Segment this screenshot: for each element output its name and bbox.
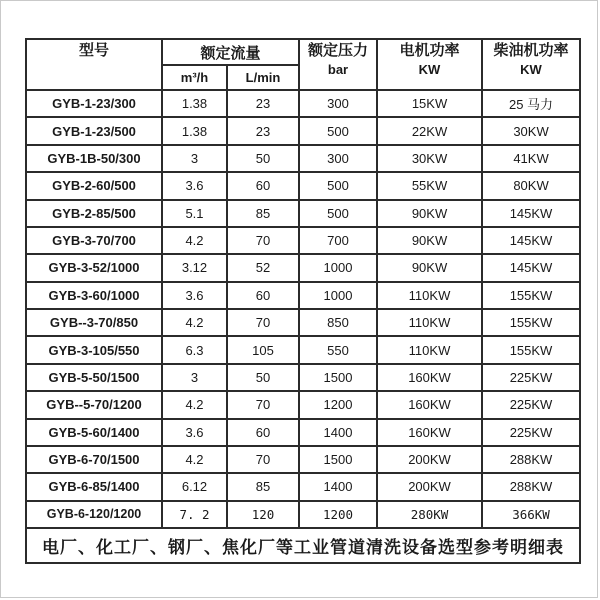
cell-diesel: 225KW [482, 364, 580, 391]
cell-m3h: 4.2 [162, 227, 227, 254]
cell-bar: 700 [299, 227, 377, 254]
table-row [26, 117, 580, 144]
cell-model: GYB-2-85/500 [26, 200, 162, 227]
cell-model: GYB-1B-50/300 [26, 145, 162, 172]
table-row [26, 145, 580, 172]
cell-model: GYB-6-120/1200 [26, 501, 162, 528]
cell-motor: 30KW [377, 145, 482, 172]
cell-m3h: 3.6 [162, 172, 227, 199]
cell-motor: 110KW [377, 282, 482, 309]
cell-m3h: 3.12 [162, 254, 227, 281]
cell-lmin: 60 [227, 282, 299, 309]
cell-diesel: 225KW [482, 391, 580, 418]
cell-lmin: 70 [227, 391, 299, 418]
cell-motor: 280KW [377, 501, 482, 528]
cell-bar: 550 [299, 336, 377, 363]
cell-diesel: 366KW [482, 501, 580, 528]
cell-lmin: 23 [227, 90, 299, 117]
cell-bar: 300 [299, 145, 377, 172]
cell-model: GYB-6-85/1400 [26, 473, 162, 500]
cell-diesel: 25 马力 [482, 90, 580, 117]
cell-motor: 160KW [377, 419, 482, 446]
cell-model: GYB-3-70/700 [26, 227, 162, 254]
cell-lmin: 60 [227, 172, 299, 199]
header-motor-unit: KW [418, 62, 441, 77]
cell-model: GYB-1-23/300 [26, 90, 162, 117]
cell-model: GYB--3-70/850 [26, 309, 162, 336]
header-flow-lmin: L/min [227, 65, 299, 90]
cell-bar: 1000 [299, 282, 377, 309]
cell-lmin: 70 [227, 227, 299, 254]
table-row [26, 254, 580, 281]
cell-bar: 1200 [299, 501, 377, 528]
table-row [26, 364, 580, 391]
cell-diesel: 225KW [482, 419, 580, 446]
table-row [26, 200, 580, 227]
cell-motor: 15KW [377, 90, 482, 117]
header-motor-label: 电机功率 [399, 42, 460, 59]
cell-motor: 55KW [377, 172, 482, 199]
table-row [26, 172, 580, 199]
cell-m3h: 7. 2 [162, 501, 227, 528]
table-body [26, 90, 580, 528]
header-diesel-label: 柴油机功率 [493, 42, 569, 59]
cell-motor: 200KW [377, 446, 482, 473]
cell-motor: 160KW [377, 391, 482, 418]
cell-model: GYB--5-70/1200 [26, 391, 162, 418]
table-row [26, 227, 580, 254]
cell-lmin: 23 [227, 117, 299, 144]
cell-bar: 500 [299, 200, 377, 227]
table-row [26, 446, 580, 473]
cell-m3h: 3.6 [162, 419, 227, 446]
table-row [26, 309, 580, 336]
cell-lmin: 50 [227, 364, 299, 391]
cell-lmin: 85 [227, 473, 299, 500]
table-header [26, 39, 580, 90]
cell-bar: 1200 [299, 391, 377, 418]
cell-model: GYB-3-52/1000 [26, 254, 162, 281]
header-flow: 额定流量 [162, 39, 299, 65]
cell-lmin: 105 [227, 336, 299, 363]
cell-diesel: 145KW [482, 227, 580, 254]
cell-motor: 110KW [377, 309, 482, 336]
cell-diesel: 288KW [482, 446, 580, 473]
cell-lmin: 85 [227, 200, 299, 227]
cell-motor: 200KW [377, 473, 482, 500]
cell-m3h: 3 [162, 364, 227, 391]
cell-m3h: 5.1 [162, 200, 227, 227]
cell-m3h: 4.2 [162, 309, 227, 336]
cell-m3h: 6.12 [162, 473, 227, 500]
cell-diesel: 288KW [482, 473, 580, 500]
cell-model: GYB-2-60/500 [26, 172, 162, 199]
table-row [26, 391, 580, 418]
cell-bar: 1400 [299, 419, 377, 446]
cell-bar: 850 [299, 309, 377, 336]
cell-diesel: 41KW [482, 145, 580, 172]
cell-motor: 90KW [377, 254, 482, 281]
cell-motor: 22KW [377, 117, 482, 144]
cell-diesel: 155KW [482, 336, 580, 363]
spec-table [25, 38, 581, 564]
table-footer [26, 528, 580, 563]
header-flow-m3h: m³/h [162, 65, 227, 90]
cell-bar: 300 [299, 90, 377, 117]
cell-diesel: 30KW [482, 117, 580, 144]
cell-model: GYB-1-23/500 [26, 117, 162, 144]
cell-model: GYB-3-105/550 [26, 336, 162, 363]
cell-m3h: 3 [162, 145, 227, 172]
header-diesel-power [482, 39, 580, 90]
cell-m3h: 1.38 [162, 117, 227, 144]
header-pressure [299, 39, 377, 90]
table-row [26, 282, 580, 309]
cell-m3h: 6.3 [162, 336, 227, 363]
cell-diesel: 155KW [482, 309, 580, 336]
cell-motor: 90KW [377, 227, 482, 254]
cell-bar: 1000 [299, 254, 377, 281]
cell-model: GYB-5-60/1400 [26, 419, 162, 446]
cell-lmin: 120 [227, 501, 299, 528]
cell-m3h: 4.2 [162, 391, 227, 418]
cell-lmin: 60 [227, 419, 299, 446]
cell-bar: 1500 [299, 446, 377, 473]
header-pressure-label: 额定压力 [308, 42, 369, 59]
cell-motor: 110KW [377, 336, 482, 363]
cell-diesel: 145KW [482, 254, 580, 281]
cell-bar: 1500 [299, 364, 377, 391]
cell-diesel: 145KW [482, 200, 580, 227]
cell-m3h: 3.6 [162, 282, 227, 309]
cell-lmin: 52 [227, 254, 299, 281]
table-row [26, 473, 580, 500]
cell-lmin: 50 [227, 145, 299, 172]
table-row [26, 336, 580, 363]
cell-motor: 160KW [377, 364, 482, 391]
cell-bar: 500 [299, 117, 377, 144]
footer-caption: 电厂、化工厂、钢厂、焦化厂等工业管道清洗设备选型参考明细表 [26, 528, 580, 563]
header-pressure-unit: bar [327, 62, 349, 77]
cell-bar: 500 [299, 172, 377, 199]
cell-bar: 1400 [299, 473, 377, 500]
table-row [26, 501, 580, 528]
cell-diesel: 80KW [482, 172, 580, 199]
cell-m3h: 1.38 [162, 90, 227, 117]
cell-lmin: 70 [227, 309, 299, 336]
header-motor-power [377, 39, 482, 90]
table-row [26, 419, 580, 446]
cell-m3h: 4.2 [162, 446, 227, 473]
header-diesel-unit: KW [520, 62, 542, 77]
cell-model: GYB-5-50/1500 [26, 364, 162, 391]
cell-diesel: 155KW [482, 282, 580, 309]
cell-model: GYB-6-70/1500 [26, 446, 162, 473]
table-row [26, 90, 580, 117]
header-model: 型号 [26, 39, 162, 90]
cell-model: GYB-3-60/1000 [26, 282, 162, 309]
cell-motor: 90KW [377, 200, 482, 227]
cell-lmin: 70 [227, 446, 299, 473]
